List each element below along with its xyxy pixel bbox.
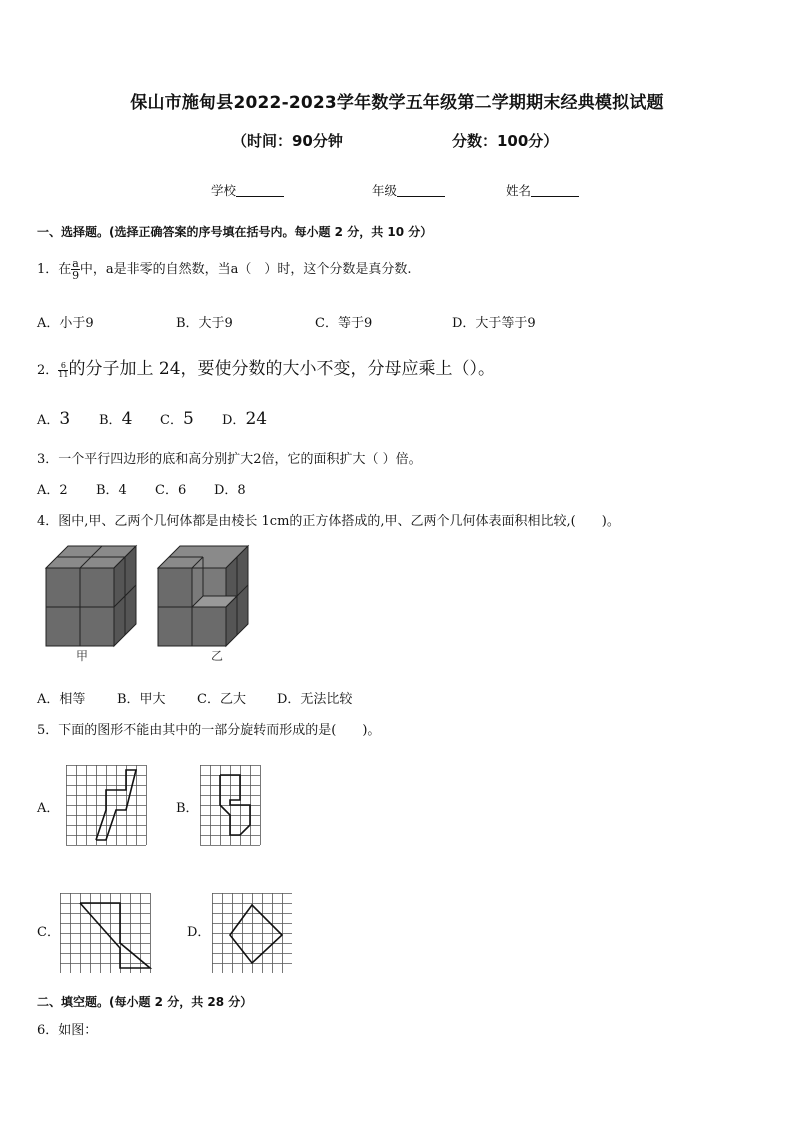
question-1 [37, 258, 411, 281]
question-5: 5．下面的图形不能由其中的一部分旋转而形成的是( )。 [37, 723, 381, 738]
q5-option-c-label[interactable]: C． [37, 925, 60, 940]
question-2 [37, 354, 495, 379]
q5-option-d-label[interactable]: D． [187, 925, 211, 940]
school-field [211, 181, 284, 199]
q3-option-b[interactable]: B．4 [96, 483, 127, 498]
q2-suffix: 的分子加上 24，要使分数的大小不变，分母应乘上（）。 [68, 359, 496, 379]
cube-yi [158, 546, 248, 646]
q5-grid-b [200, 765, 270, 847]
section-heading-choice: 一、选择题。(选择正确答案的序号填在括号内。每小题 2 分，共 10 分） [37, 225, 433, 239]
q5-option-b-label[interactable]: B． [176, 801, 199, 816]
q2-option-b-value: 4 [121, 409, 133, 429]
q2-option-d-label: D． [222, 413, 246, 428]
q5-grid-a [66, 765, 156, 847]
q4-option-c[interactable]: C．乙大 [197, 692, 246, 707]
grade-blank[interactable] [397, 184, 445, 197]
cube-label-yi: 乙 [211, 649, 224, 663]
cube-label-jia: 甲 [76, 649, 89, 663]
q3-option-a[interactable]: A．2 [37, 483, 68, 498]
q2-option-c-value: 5 [182, 409, 194, 429]
question-6: 6．如图： [37, 1023, 98, 1038]
school-blank[interactable] [236, 184, 284, 197]
q2-option-d-value: 24 [245, 409, 268, 429]
q2-option-b-label: B． [99, 413, 122, 428]
q5-option-a-label[interactable]: A． [37, 801, 60, 816]
q2-option-c[interactable] [160, 409, 194, 429]
q4-option-d[interactable]: D．无法比较 [277, 692, 353, 707]
q1-fraction [71, 258, 80, 281]
q1-frac-num: a [72, 257, 79, 270]
q2-option-a[interactable] [37, 409, 70, 429]
question-3: 3．一个平行四边形的底和高分别扩大2倍，它的面积扩大（ ）倍。 [37, 452, 422, 467]
q1-option-a[interactable]: A．小于9 [37, 316, 94, 331]
exam-score: 分数：100分） [452, 132, 559, 150]
q2-option-a-label: A． [37, 413, 60, 428]
q4-option-b[interactable]: B．甲大 [117, 692, 166, 707]
q1-option-b[interactable]: B．大于9 [176, 316, 233, 331]
question-4: 4．图中,甲、乙两个几何体都是由棱长 1cm的正方体搭成的,甲、乙两个几何体表面积相比较,( )。 [37, 514, 620, 529]
q3-option-c[interactable]: C．6 [155, 483, 187, 498]
q2-option-b[interactable] [99, 409, 132, 429]
section-heading-fill: 二、填空题。(每小题 2 分，共 28 分） [37, 995, 253, 1009]
name-blank[interactable] [531, 184, 579, 197]
q1-frac-den: 9 [72, 269, 80, 282]
q3-option-d[interactable]: D．8 [214, 483, 246, 498]
q2-option-a-value: 3 [59, 409, 71, 429]
q2-option-d[interactable] [222, 409, 267, 429]
q1-option-d[interactable]: D．大于等于9 [452, 316, 536, 331]
school-label: 学校 [211, 183, 237, 198]
q2-fraction [58, 362, 68, 379]
name-label: 姓名 [506, 183, 532, 198]
grade-field [372, 181, 445, 199]
q5-grid-d [212, 893, 292, 973]
q2-frac-den: 11 [58, 370, 69, 379]
name-field [506, 181, 579, 199]
grade-label: 年级 [372, 183, 398, 198]
q2-option-c-label: C． [160, 413, 183, 428]
q4-cube-figure [36, 540, 266, 670]
exam-time: （时间：90分钟 [232, 132, 343, 150]
q1-option-c[interactable]: C．等于9 [315, 316, 373, 331]
q4-option-a[interactable]: A．相等 [37, 692, 86, 707]
q5-grid-c [60, 893, 160, 973]
q2-prefix: 2． [37, 363, 59, 378]
q2-frac-num: 6 [58, 362, 68, 371]
q1-suffix: 中，a是非零的自然数，当a（ ）时，这个分数是真分数. [79, 262, 412, 277]
cube-jia [46, 546, 136, 646]
q1-prefix: 1．在 [37, 262, 72, 277]
page-title: 保山市施甸县2022-2023学年数学五年级第二学期期末经典模拟试题 [130, 93, 664, 113]
